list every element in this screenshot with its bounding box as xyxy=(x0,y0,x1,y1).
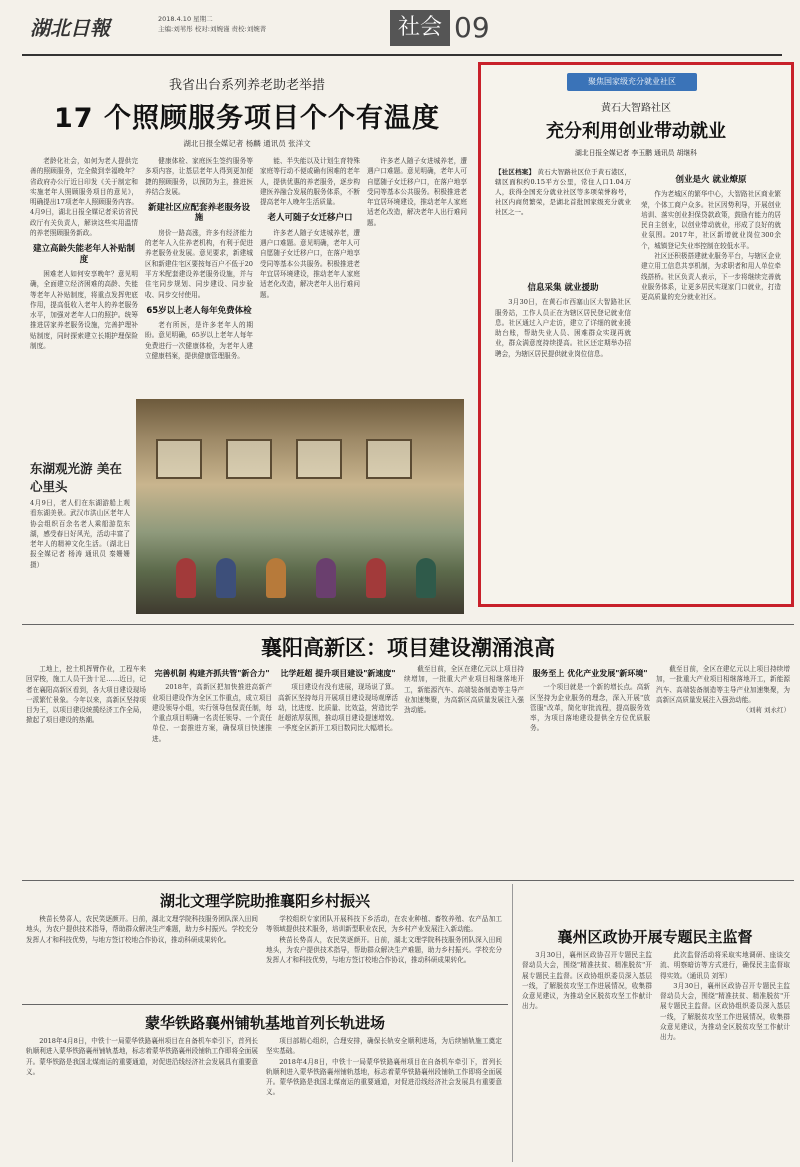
story-b-column-2 xyxy=(660,950,790,1162)
editor-credits: 主编:刘苇彤 校对:刘婉谨 责校:刘婉菁 xyxy=(158,25,267,33)
article-paragraph: 秧苗长势喜人，农民笑逐颜开。日前，湖北文理学院科技服务团队深入田间地头，为农户提供技术指导，帮助群众解决生产难题，助力乡村振兴。学校充分发挥人才和科技优势，与地方签订校地合作协议，推动科研成果转化。 xyxy=(266,935,502,965)
section-divider xyxy=(22,880,794,881)
photo-window xyxy=(156,439,202,479)
story-b-column-1 xyxy=(522,950,652,1162)
article-paragraph: 2018年，高新区把加快推进高新产业项目建设作为全区工作重点，成立项目建设领导小组，实行领导包保责任制，每个重点项目明确一名责任领导、一个责任单位、一套推进方案，确保项目快速推进。 xyxy=(152,683,272,743)
band-column-2 xyxy=(152,664,272,872)
feature-box xyxy=(478,62,794,607)
feature-kicker: 黄石大智路社区 xyxy=(601,103,671,114)
article-paragraph: 学校组织专家团队开展科技下乡活动，在农业种植、畜牧养殖、农产品加工等领域提供技术服务，培训新型职业农民，为乡村产业发展注入新动能。 xyxy=(266,915,502,934)
article-paragraph: 截至目前，全区在建亿元以上项目持续增加，一批重大产业项目相继落地开工，新能源汽车、高端装备制造等主导产业加速集聚，为高新区高质量发展注入强劲动能。 xyxy=(404,665,524,715)
masthead-meta xyxy=(158,14,266,34)
newspaper-logo: 湖北日報 xyxy=(30,16,110,40)
section-label: 社会 xyxy=(390,10,450,46)
feature-headline: 充分利用创业带动就业 xyxy=(546,121,726,142)
top-story-kicker: 我省出台系列养老助老举措 xyxy=(168,78,325,93)
article-paragraph: 3月30日，襄州区政协召开专题民主监督动员大会，围绕"精准扶贫、精准脱贫"开展专题民主监督。区政协组织委员深入基层一线，了解脱贫攻坚工作进展情况，收集群众意见建议，为推动全区脱贫攻坚工作献计出力。 xyxy=(660,981,790,1042)
section-divider xyxy=(22,1004,508,1005)
photo-figure xyxy=(176,558,196,598)
article-subhead: 新建社区应配套养老服务设施 xyxy=(147,203,250,224)
article-paragraph: 截至目前，全区在建亿元以上项目持续增加，一批重大产业项目相继落地开工，新能源汽车、高端装备制造等主导产业加速集聚，为高新区高质量发展注入强劲动能。 xyxy=(656,665,790,704)
community-profile xyxy=(495,167,631,271)
article-subhead: 信息采集 就业援助 xyxy=(527,283,599,293)
photo-figure xyxy=(266,558,286,598)
top-story-column-1 xyxy=(30,156,138,454)
feature-column-2 xyxy=(641,169,781,597)
story-c-column-2 xyxy=(266,1036,502,1162)
article-paragraph: 作为老城区的繁华中心，大智路社区商业繁荣，个体工商户众多。社区因势利导，开展创业培训、落实创业担保贷款政策，鼓励有能力的居民自主创业，以创业带动就业，形成了良好的就业氛围。2017年，社区新增就业岗位300余个，城镇登记失业率控制在较低水平。 xyxy=(641,190,781,250)
band-column-6 xyxy=(656,664,790,872)
masthead xyxy=(22,8,782,56)
article-subhead: 完善机制 构建齐抓共管"新合力" xyxy=(154,669,270,678)
article-paragraph: 困难老人如何安享晚年？意见明确，全面建立经济困难的高龄、失能等老年人补贴制度，将重点发挥兜底作用，提高低收入老年人的养老服务水平，加强对老年人口的照护。统筹推进居家养老服务设施，完善护理补贴制度，同时探索建立长期护理保险制度。 xyxy=(30,269,138,351)
article-paragraph: 3月30日，襄州区政协召开专题民主监督动员大会，围绕"精准扶贫、精准脱贫"开展专题民主监督。区政协组织委员深入基层一线，了解脱贫攻坚工作进展情况，收集群众意见建议，为推动全区脱贫攻坚工作献计出力。 xyxy=(522,951,652,1011)
story-c-column-1 xyxy=(26,1036,258,1162)
feature-series-tag: 聚焦国家级充分就业社区 xyxy=(567,73,697,91)
photo-caption: 4月9日，老人们在东湖游船上观看东湖美景。武汉市洪山区老年人协会组织百余名老人乘船游览东湖，感受春日好风光，活动丰富了老年人的精神文化生活。（湖北日报全媒记者 杨涛 通讯员 秦姗姗 摄） xyxy=(30,499,130,569)
top-story-column-3 xyxy=(260,156,360,394)
top-story-byline: 湖北日报全媒记者 杨麟 通讯员 张洋文 xyxy=(183,139,311,148)
article-paragraph: 项目部精心组织，合理安排，确保长轨安全顺利进场，为后续铺轨施工奠定坚实基础。 xyxy=(266,1037,502,1056)
photo-window xyxy=(296,439,342,479)
profile-label: 【社区档案】 xyxy=(495,168,536,176)
photo-figure xyxy=(216,558,236,598)
story-a-column-1 xyxy=(26,914,258,998)
profile-text: 黄石大智路社区位于黄石港区，辖区面积约0.15平方公里，常住人口1.04万人，获得全国充分就业社区等多项荣誉称号，社区内商贸繁荣，是湖北首批国家级充分就业社区之一。 xyxy=(495,168,631,216)
article-subhead: 建立高龄失能老年人补贴制度 xyxy=(32,244,135,265)
article-subhead: 创业是火 就业燎原 xyxy=(675,175,747,185)
top-story-column-4 xyxy=(367,156,467,394)
article-paragraph: 2018年4月8日，中铁十一局蒙华铁路襄州项目在自备机车牵引下，首列长轨顺利进入蒙华铁路襄州铺轨基地，标志着蒙华铁路襄州段铺轨工作即将全面展开。蒙华铁路是我国北煤南运的重要通道，对促进沿线经济社会发展具有重要意义。 xyxy=(26,1037,258,1076)
bottom-band-headline: 襄阳高新区：项目建设潮涌浪高 xyxy=(261,636,555,660)
band-column-5 xyxy=(530,664,650,872)
article-subhead: 服务至上 优化产业发展"新环境" xyxy=(532,669,648,678)
band-column-4 xyxy=(404,664,524,872)
article-paragraph: 2018年4月8日，中铁十一局蒙华铁路襄州项目在自备机车牵引下，首列长轨顺利进入蒙华铁路襄州铺轨基地，标志着蒙华铁路襄州段铺轨工作即将全面展开。蒙华铁路是我国北煤南运的重要通道，对促进沿线经济社会发展具有重要意义。 xyxy=(266,1057,502,1097)
top-story-column-2 xyxy=(145,156,253,394)
photo-figure xyxy=(316,558,336,598)
article-paragraph: 3月30日，在黄石市西塞山区大智路社区服务站，工作人员正在为辖区居民登记就业信息。社区通过入户走访，建立了详细的就业援助台账，帮助失业人员、困难群众实现再就业，群众满意度持续提高。社区还定期举办招聘会，为辖区居民提供就业岗位信息。 xyxy=(495,298,631,358)
story-a-headline: 湖北文理学院助推襄阳乡村振兴 xyxy=(159,892,370,910)
article-paragraph: 项目建设有没有进展，现场说了算。高新区坚持每月开展项目建设现场观摩活动，比进度、比质量、比效益，营造比学赶超浓厚氛围，推动项目建设提速增效。一季度全区新开工项目数同比大幅增长。 xyxy=(278,683,398,733)
feature-column-1 xyxy=(495,277,631,597)
feature-byline: 湖北日报全媒记者 李玉鹏 通讯员 胡继科 xyxy=(574,149,698,157)
article-signoff: （刘莉 刘永红） xyxy=(742,706,790,715)
article-paragraph: 秧苗长势喜人，农民笑逐颜开。日前，湖北文理学院科技服务团队深入田间地头，为农户提供技术指导，帮助群众解决生产难题，助力乡村振兴。学校充分发挥人才和科技优势，与地方签订校地合作协议，推动科研成果转化。 xyxy=(26,915,258,944)
article-subhead: 老人可随子女迁移户口 xyxy=(267,213,353,224)
section-divider xyxy=(22,624,794,625)
article-paragraph: 健康体检、家庭医生签约服务等多项内容，让基层老年人得到更加便捷的照顾服务，以预防为主，推进医养结合发展。 xyxy=(145,157,253,196)
page-number: 09 xyxy=(454,11,490,44)
article-paragraph: 能、半失能以及计划生育特殊家庭等行动不便或确有困难的老年人，提供优惠的养老服务，逐步构建医养融合发展的服务体系，不断提高老年人晚年生活质量。 xyxy=(260,157,360,207)
article-subhead: 比学赶超 提升项目建设"新速度" xyxy=(280,669,396,678)
photo-window xyxy=(366,439,412,479)
photo-figure xyxy=(416,558,436,598)
issue-date: 2018.4.10 星期二 xyxy=(158,15,213,23)
band-column-3 xyxy=(278,664,398,872)
photo-caption-title: 东湖观光游 美在心里头 xyxy=(30,461,122,494)
news-photo-boat-tour xyxy=(136,399,464,614)
article-paragraph: 老龄化社会，如何为老人提供完善的照顾服务，完全做到幸福晚年？省政府办公厅近日印发《关于制定和实施老年人照顾服务项目的意见》，明确提出17项老年人照顾服务内容。4月9日，湖北日报全媒记者采访省民政厅有关负责人，解读这些实用温情的养老照顾服务新政。 xyxy=(30,157,138,238)
article-paragraph: 老有所医，是许多老年人的期盼。意见明确，65岁以上老年人每年免费进行一次健康体检，为老年人建立健康档案，提供健康管理服务。 xyxy=(145,321,253,361)
band-column-1 xyxy=(26,664,146,872)
article-paragraph: 许多老人随子女进城养老，遭遇户口难题。意见明确，老年人可自愿随子女迁移户口，在落户地享受同等基本公共服务。积极推进老年宜居环境建设，推动老年人家庭适老化改造，解决老年人出行难问题。 xyxy=(367,157,467,227)
photo-window xyxy=(226,439,272,479)
story-c-headline: 蒙华铁路襄州铺轨基地首列长轨进场 xyxy=(144,1014,385,1032)
article-paragraph: 社区还积极搭建就业服务平台，与辖区企业建立用工信息共享机制，为求职者和用人单位牵线搭桥。社区负责人表示，下一步将继续完善就业服务体系，让更多居民实现家门口就业，打造更高质量的充分就业社区。 xyxy=(641,252,781,302)
article-paragraph: 许多老人随子女进城养老，遭遇户口难题。意见明确，老年人可自愿随子女迁移户口，在落户地享受同等基本公共服务。积极推进老年宜居环境建设，推动老年人家庭适老化改造，解决老年人出行难问题。 xyxy=(260,228,360,299)
article-paragraph: 工地上，挖土机挥臂作业，工程车来回穿梭，施工人员干劲十足……近日，记者在襄阳高新区看到，各大项目建设现场一派繁忙景象。今年以来，高新区坚持项目为王，以项目建设统揽经济工作全局，掀起了项目建设的热潮。 xyxy=(26,665,146,725)
story-a-column-2 xyxy=(266,914,502,998)
article-paragraph: 一个项目就是一个新的增长点。高新区坚持为企业服务的理念，深入开展"放管服"改革，简化审批流程，提高服务效率，为项目落地建设提供全方位优质服务。 xyxy=(530,683,650,733)
story-b-headline: 襄州区政协开展专题民主监督 xyxy=(557,928,753,946)
column-divider xyxy=(512,884,513,1162)
article-paragraph: 房价一路高涨，许多有经济能力的老年人入住养老机构，有利于促进养老服务业发展。意见要求，新建城区和新建住宅区要按每百户不低于20平方米配套建设养老服务设施，并与住宅同步规划、同步建设、同步验收、同步交付使用。 xyxy=(145,228,253,299)
article-paragraph: 此次监督活动将采取实地调研、座谈交流、明察暗访等方式进行，确保民主监督取得实效。（通讯员 刘军） xyxy=(660,951,790,980)
top-story-headline: 17 个照顾服务项目个个有温度 xyxy=(54,103,440,134)
photo-figure xyxy=(366,558,386,598)
article-subhead: 65岁以上老人每年免费体检 xyxy=(146,305,252,316)
